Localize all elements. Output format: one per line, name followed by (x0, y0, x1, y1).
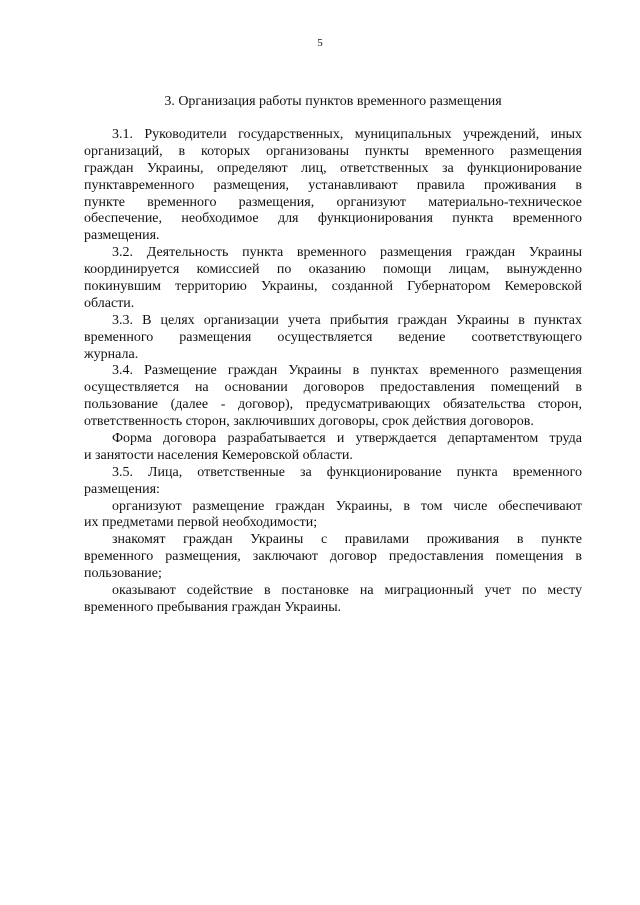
text-line: ответственность сторон, заключивших договоры, срок действия договоров. (84, 414, 534, 430)
text-line: координируется комиссией по оказанию помощи лицам, вынужденно (84, 262, 582, 278)
paragraph-p3-4 (84, 363, 582, 431)
text-line: пользование; (84, 566, 162, 582)
paragraph-p3-5-b (84, 532, 582, 583)
text-line: области. (84, 295, 135, 311)
text-line: временного размещения осуществляется ведение соответствующего (84, 329, 582, 345)
text-line: организаций, в которых организованы пункты временного размещения (84, 143, 582, 159)
paragraph-p3-2 (84, 245, 582, 313)
page-number: 5 (317, 37, 323, 49)
paragraph-p3-5-c (84, 583, 582, 617)
document-body (84, 127, 582, 617)
text-line: Форма договора разрабатывается и утверждается департаментом труда (112, 431, 582, 447)
paragraph-p3-5 (84, 465, 582, 499)
paragraph-p3-4-form (84, 431, 582, 465)
text-line: обеспечение, необходимое для функционирования пункта временного (84, 211, 582, 227)
text-line: покинувшим территорию Украины, созданной Губернатором Кемеровской (84, 279, 582, 295)
text-line: пункте временного размещения, организуют материально-техническое (84, 194, 582, 210)
paragraph-p3-3 (84, 313, 582, 364)
paragraph-p3-5-a (84, 499, 582, 533)
text-line: пользование (далее - договор), предусматривающих обязательства сторон, (84, 397, 582, 413)
text-line: организуют размещение граждан Украины, в том числе обеспечивают (112, 498, 582, 514)
text-line: размещения: (84, 481, 160, 497)
text-line: 3.4. Размещение граждан Украины в пунктах временного размещения (112, 363, 582, 379)
text-line: граждан Украины, определяют лиц, ответственных за функционирование (84, 160, 582, 176)
text-line: временного пребывания граждан Украины. (84, 599, 342, 615)
text-line: временного размещения, заключают договор предоставления помещения в (84, 549, 582, 565)
text-line: 3.1. Руководители государственных, муниципальных учреждений, иных (112, 127, 582, 142)
text-line: оказывают содействие в постановке на миграционный учет по месту (112, 583, 582, 599)
text-line: журнала. (84, 346, 139, 362)
text-line: осуществляется на основании договоров предоставления помещений в (84, 380, 582, 396)
text-line: 3.2. Деятельность пункта временного размещения граждан Украины (112, 245, 582, 261)
text-line: 3.3. В целях организации учета прибытия граждан Украины в пунктах (112, 312, 582, 328)
text-line: пунктавременного размещения, устанавливают правила проживания в (84, 177, 582, 193)
text-line: и занятости населения Кемеровской области. (84, 447, 353, 463)
text-line: 3.5. Лица, ответственные за функционирование пункта временного (112, 464, 582, 480)
text-line: их предметами первой необходимости; (84, 515, 318, 531)
section-heading: 3. Организация работы пунктов временного размещения (164, 94, 502, 109)
paragraph-p3-1 (84, 127, 582, 245)
text-line: размещения. (84, 228, 160, 244)
text-line: знакомят граждан Украины с правилами проживания в пункте (112, 532, 582, 548)
